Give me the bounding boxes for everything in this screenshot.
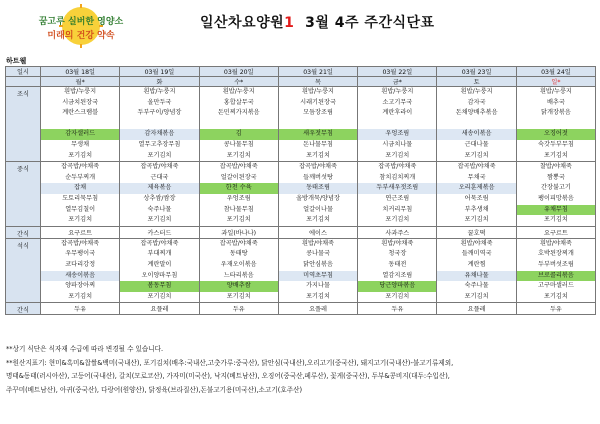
dish-item: 양파장아찌 bbox=[65, 282, 96, 290]
dish-item: 두부구이/양념장 bbox=[137, 109, 182, 117]
menu-cell bbox=[358, 238, 437, 303]
dish-item: 포기김치 bbox=[147, 151, 172, 159]
dish-item: 당근양파볶음 bbox=[358, 281, 436, 292]
facility-name: 하트웰 bbox=[6, 57, 27, 65]
dish-item: 포기김치 bbox=[147, 216, 172, 224]
date-cell: 03월 21일 bbox=[278, 67, 357, 77]
dish-item: 포기김치 bbox=[306, 292, 330, 300]
date-row bbox=[6, 67, 596, 77]
dish-item: 봄동무침 bbox=[120, 281, 198, 292]
snack-item: 사과주스 bbox=[358, 226, 437, 238]
dish-item: 고구마샐러드 bbox=[537, 282, 574, 290]
menu-cell bbox=[278, 238, 357, 303]
snack-item: 두유 bbox=[199, 303, 278, 315]
dish-item: 포기김치 bbox=[68, 216, 93, 224]
snack-item: 요플레 bbox=[120, 303, 199, 315]
dish-item: 콩나물국 bbox=[306, 250, 330, 258]
dish-item: 돈채양배추볶음 bbox=[455, 109, 498, 117]
weekly-menu-table bbox=[5, 66, 596, 315]
dish-item: 시금치된장국 bbox=[62, 98, 99, 106]
dish-item: 포기김치 bbox=[68, 151, 93, 159]
dish-item: 두부새우젓조림 bbox=[358, 183, 436, 194]
weekday-cell: 토 bbox=[437, 77, 516, 87]
dish-item bbox=[41, 119, 119, 130]
dish-item: 흰밥/야채죽 bbox=[460, 239, 493, 247]
dish-item: 감자채볶음 bbox=[120, 129, 198, 140]
dish-item: 부대찌개 bbox=[147, 250, 172, 258]
snack-item: 꿀호떡 bbox=[437, 226, 516, 238]
dish-item: 포기김치 bbox=[68, 292, 93, 300]
dish-item: 잡곡밥/야채죽 bbox=[140, 239, 179, 247]
dish-item: 미역초무침 bbox=[279, 271, 357, 282]
dish-item: 포기김치 bbox=[385, 151, 410, 159]
page-header bbox=[0, 0, 600, 56]
dish-item: 콩나물무침 bbox=[223, 140, 254, 148]
dish-item: 느타리볶음 bbox=[223, 271, 254, 279]
dish-item: 얼갈이나물 bbox=[303, 205, 333, 213]
menu-cell bbox=[437, 238, 516, 303]
dish-item bbox=[279, 119, 357, 130]
snack-item: 과일(바나나) bbox=[199, 226, 278, 238]
dish-item: 포기김치 bbox=[226, 292, 251, 300]
dish-item: 흰밥/누룽지 bbox=[302, 88, 335, 95]
dish-item: 무생채 bbox=[71, 140, 90, 148]
dish-item: 브로콜리볶음 bbox=[517, 271, 595, 282]
dish-item: 포기김치 bbox=[543, 151, 568, 159]
menu-cell bbox=[358, 162, 437, 227]
dish-item: 찰밥/야채죽 bbox=[539, 163, 572, 171]
dish-item: 올방개묵/양념장 bbox=[296, 194, 340, 202]
menu-cell bbox=[516, 162, 595, 227]
corner-blank bbox=[6, 77, 41, 87]
dish-item: 닭안심볶음 bbox=[303, 260, 333, 268]
dish-item: 제육볶음 bbox=[120, 183, 198, 194]
svg-text:꿈고루 실버한 영양소: 꿈고루 실버한 영양소 bbox=[38, 17, 124, 27]
dish-item: 팽이피망볶음 bbox=[537, 194, 574, 202]
dish-item: 잡곡밥/야채죽 bbox=[378, 163, 417, 171]
dish-item: 우엉조림 bbox=[358, 129, 436, 140]
snack-item: 두유 bbox=[41, 303, 120, 315]
dish-item: 들깨미역국 bbox=[461, 250, 492, 258]
dish-item: 참치김치찌개 bbox=[379, 173, 416, 181]
dish-item: 간장불고기 bbox=[540, 184, 571, 192]
dish-item bbox=[517, 119, 595, 130]
menu-cell bbox=[278, 87, 357, 162]
note-origin-3: 주꾸미(베트남산), 아귀(중국산), 다랑어(원양산), 닭정육(브라질산),돈불고기용(미국산),소고기(호주산) bbox=[6, 385, 303, 394]
note-origin-1: **원산지표기: 현미&흑미&찹쌀&백미(국내산), 포기김치(배추:국내산,고춧가루:중국산), 닭안심(국내산),오리고기(중국산), 돼지고기(국내산)-불고기류제외, bbox=[6, 358, 454, 367]
dish-item: 올만두국 bbox=[147, 98, 172, 106]
svg-text:미래의 건강 약속: 미래의 건강 약속 bbox=[47, 31, 115, 41]
snack-row-snack1 bbox=[6, 226, 596, 238]
dish-item: 치커리무침 bbox=[382, 205, 413, 213]
dish-item: 동태전 bbox=[388, 260, 407, 268]
page-title: 일산차요양원1 3월 4주 주간식단표 bbox=[200, 15, 435, 31]
dish-item: 감자국 bbox=[467, 98, 486, 106]
menu-cell bbox=[199, 162, 278, 227]
snack-item: 에이스 bbox=[278, 226, 357, 238]
dish-item: 감자샐러드 bbox=[41, 129, 119, 140]
menu-cell bbox=[516, 238, 595, 303]
dish-item: 홍합살무국 bbox=[223, 98, 254, 106]
dish-item: 포기김치 bbox=[147, 292, 172, 300]
dish-item: 포기김치 bbox=[385, 216, 410, 224]
meal-label-snack1: 간식 bbox=[6, 226, 41, 238]
date-cell: 03월 22일 bbox=[358, 67, 437, 77]
dish-item: 새우젓무침 bbox=[279, 129, 357, 140]
dish-item: 흰밥/야채죽 bbox=[539, 239, 572, 247]
dish-item: 돈나물무침 bbox=[303, 140, 333, 148]
weekday-row bbox=[6, 77, 596, 87]
dish-item: 잡곡밥/야채죽 bbox=[299, 163, 338, 171]
dish-item: 새송이볶음 bbox=[437, 129, 515, 140]
meal-row-lunch bbox=[6, 162, 596, 227]
dish-item bbox=[120, 119, 198, 130]
menu-cell bbox=[41, 162, 120, 227]
dish-item: 포기김치 bbox=[306, 151, 330, 159]
menu-cell bbox=[41, 87, 120, 162]
dish-item: 잡곡밥/야채죽 bbox=[140, 163, 179, 171]
menu-cell bbox=[278, 162, 357, 227]
dish-item: 무채국 bbox=[467, 173, 486, 181]
snack-item: 두유 bbox=[516, 303, 595, 315]
dish-item: 오이양파무침 bbox=[141, 271, 178, 279]
meal-label-snack2: 간식 bbox=[6, 303, 41, 315]
dish-item: 새송이볶음 bbox=[41, 271, 119, 282]
dish-item: 배추국 bbox=[546, 98, 565, 106]
dish-item: 흰밥/야채죽 bbox=[302, 239, 335, 247]
dish-item: 잡곡밥/야채죽 bbox=[219, 239, 258, 247]
meal-label-dinner: 석식 bbox=[6, 238, 41, 303]
dish-item: 모듬장조림 bbox=[303, 109, 333, 117]
dish-item: 우무팽이국 bbox=[65, 250, 96, 258]
dish-item: 우엉조림 bbox=[226, 194, 251, 202]
dish-item: 청국장 bbox=[388, 250, 407, 258]
dish-item: 들깨버섯탕 bbox=[303, 173, 333, 181]
menu-cell bbox=[516, 87, 595, 162]
dish-item: 부추생채 bbox=[464, 205, 489, 213]
dish-item: 숙주나물 bbox=[464, 282, 489, 290]
dish-item: 흰밥/야채죽 bbox=[381, 239, 414, 247]
note-change: **상기 식단은 식자재 수급에 따라 변경될 수 있습니다. bbox=[6, 345, 164, 353]
dish-item: 호박된장찌개 bbox=[537, 250, 574, 258]
snack-item: 두유 bbox=[358, 303, 437, 315]
dish-item: 시금치나물 bbox=[382, 140, 413, 148]
dish-item: 동태조림 bbox=[279, 183, 357, 194]
dish-item: 오리훈제볶음 bbox=[437, 183, 515, 194]
menu-cell bbox=[120, 87, 199, 162]
dish-item: 근대국 bbox=[150, 173, 169, 181]
dish-item: 포기김치 bbox=[543, 292, 568, 300]
dish-item: 잡곡밥/야채죽 bbox=[61, 163, 100, 171]
logo bbox=[6, 4, 156, 48]
dish-item: 숙주나물 bbox=[147, 205, 172, 213]
dish-item: 흰밥/누룽지 bbox=[539, 88, 572, 95]
date-cell: 03월 18일 bbox=[41, 67, 120, 77]
weekday-cell: 화 bbox=[120, 77, 199, 87]
date-cell: 03월 19일 bbox=[120, 67, 199, 77]
snack-item: 요구르트 bbox=[516, 226, 595, 238]
dish-item: 포기김치 bbox=[464, 292, 489, 300]
dish-item: 두부버섯조림 bbox=[537, 260, 574, 268]
notes bbox=[6, 343, 596, 397]
dish-item: 계란스크램블 bbox=[62, 109, 99, 117]
dish-item: 오징어젓 bbox=[517, 129, 595, 140]
dish-item: 근대나물 bbox=[464, 140, 489, 148]
dish-item: 흰밥/누룽지 bbox=[222, 88, 255, 95]
dish-item bbox=[358, 119, 436, 130]
snack-item: 카스터드 bbox=[120, 226, 199, 238]
snack-item: 요플레 bbox=[278, 303, 357, 315]
dish-item: 흰밥/누룽지 bbox=[381, 88, 414, 95]
dish-item: 포기김치 bbox=[464, 151, 489, 159]
menu-cell bbox=[120, 238, 199, 303]
meal-label-lunch: 중식 bbox=[6, 162, 41, 227]
dish-item: 유채무침 bbox=[517, 205, 595, 216]
dish-item: 계란찜 bbox=[467, 260, 486, 268]
dish-item: 열감지조림 bbox=[382, 271, 413, 279]
dish-item: 김 bbox=[200, 129, 278, 140]
corner-label: 일시 bbox=[6, 67, 41, 77]
dish-item: 숙갓두부무침 bbox=[537, 140, 574, 148]
menu-cell bbox=[199, 238, 278, 303]
menu-cell bbox=[199, 87, 278, 162]
dish-item: 어묵조림 bbox=[464, 194, 489, 202]
dish-item: 잡곡밥/야채죽 bbox=[219, 163, 258, 171]
dish-item: 계란후라이 bbox=[382, 109, 413, 117]
dish-item: 열무김칠이 bbox=[65, 205, 96, 213]
weekday-cell: 일* bbox=[516, 77, 595, 87]
dish-item: 동태탕 bbox=[229, 250, 248, 258]
sun-logo-icon bbox=[6, 4, 156, 48]
weekday-cell: 목 bbox=[278, 77, 357, 87]
dish-item: 흰밥/누룽지 bbox=[143, 88, 176, 95]
meal-label-breakfast: 조식 bbox=[6, 87, 41, 162]
weekday-cell: 금* bbox=[358, 77, 437, 87]
menu-cell bbox=[437, 162, 516, 227]
dish-item: 포기김치 bbox=[464, 216, 489, 224]
dish-item: 포기김치 bbox=[306, 216, 330, 224]
dish-item: 돈민찌가지볶음 bbox=[217, 109, 260, 117]
date-cell: 03월 24일 bbox=[516, 67, 595, 77]
snack-row-snack2 bbox=[6, 303, 596, 315]
weekday-cell: 월* bbox=[41, 77, 120, 87]
dish-item: 잡곡밥/야채죽 bbox=[457, 163, 496, 171]
dish-item: 흰밥/누룽지 bbox=[64, 88, 97, 95]
snack-item: 요플레 bbox=[437, 303, 516, 315]
menu-cell bbox=[41, 238, 120, 303]
menu-cell bbox=[437, 87, 516, 162]
dish-item: 유채나물 bbox=[437, 271, 515, 282]
dish-item: 포기김치 bbox=[226, 216, 251, 224]
dish-item: 잡채 bbox=[41, 183, 119, 194]
dish-item bbox=[200, 119, 278, 130]
dish-item: 연근조림 bbox=[385, 194, 410, 202]
dish-item: 가지나물 bbox=[306, 282, 330, 290]
dish-item: 짬뽕국 bbox=[546, 173, 565, 181]
dish-item: 포기김치 bbox=[543, 216, 568, 224]
dish-item: 순두부찌개 bbox=[65, 173, 96, 181]
dish-item: 얼갈이된장국 bbox=[220, 173, 257, 181]
dish-item: 상추쌈/쌈장 bbox=[143, 194, 176, 202]
dish-item: 열무고추장무침 bbox=[138, 140, 181, 148]
note-origin-2: 명태&동태(러시아산), 고등어(국내산), 갈치(모로코산), 가자미(미국산), 낙지(베트남산), 오징어(중국산,페루산), 꽃게(중국산), 두부&콩비지(대두:수입산), bbox=[6, 372, 450, 380]
dish-item: 도토리묵무침 bbox=[62, 194, 99, 202]
dish-item: 계란말이 bbox=[147, 260, 172, 268]
date-cell: 03월 23일 bbox=[437, 67, 516, 77]
menu-cell bbox=[120, 162, 199, 227]
dish-item: 닭개장볶음 bbox=[540, 109, 571, 117]
dish-item: 한천 수육 bbox=[200, 183, 278, 194]
snack-item: 요구르트 bbox=[41, 226, 120, 238]
dish-item: 잡곡밥/야채죽 bbox=[61, 239, 100, 247]
weekday-cell: 수* bbox=[199, 77, 278, 87]
dish-item: 포기김치 bbox=[385, 292, 410, 300]
menu-cell bbox=[358, 87, 437, 162]
dish-item: 포기김치 bbox=[226, 151, 251, 159]
dish-item: 참나물무침 bbox=[223, 205, 254, 213]
dish-item: 소고기무국 bbox=[382, 98, 413, 106]
date-cell: 03월 20일 bbox=[199, 67, 278, 77]
dish-item: 시래기된장국 bbox=[300, 98, 336, 106]
dish-item: 양배추쌈 bbox=[200, 281, 278, 292]
meal-row-breakfast bbox=[6, 87, 596, 162]
dish-item bbox=[437, 119, 515, 130]
dish-item: 코다리강정 bbox=[65, 260, 96, 268]
dish-item: 우재오이볶음 bbox=[220, 260, 257, 268]
dish-item: 흰밥/누룽지 bbox=[460, 88, 493, 95]
meal-row-dinner bbox=[6, 238, 596, 303]
